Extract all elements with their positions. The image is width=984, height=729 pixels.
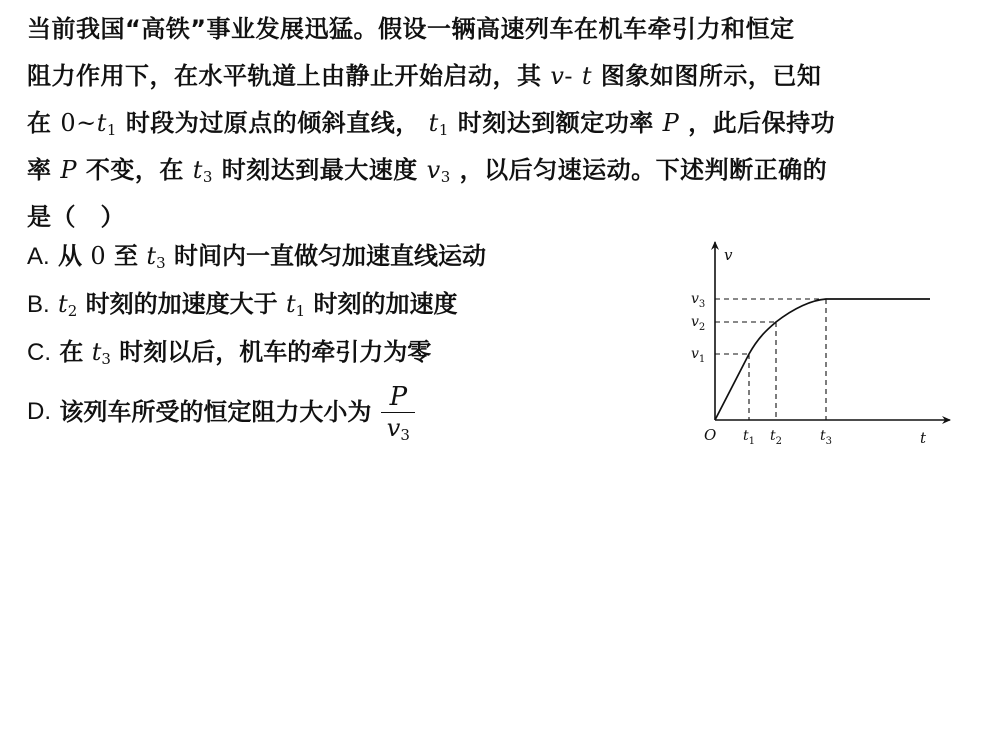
question-text: ，以后匀速运动。下述判断正确的: [459, 156, 828, 184]
question-text: 阻力作用下，在水平轨道上由静止开始启动，其: [27, 62, 542, 90]
y-axis-label: v: [724, 246, 733, 264]
math-zero: 0: [90, 242, 106, 270]
question-stem: [27, 6, 963, 241]
math-subscript: 3: [202, 168, 213, 186]
fraction-denominator: [387, 413, 410, 443]
question-line-4: [27, 147, 963, 194]
math-P: P: [60, 156, 78, 184]
math-t: t: [91, 338, 102, 366]
math-subscript: 3: [156, 254, 166, 272]
question-text: 时段为过原点的倾斜直线，: [125, 109, 420, 137]
math-t: t: [581, 62, 593, 90]
math-v: v: [426, 156, 441, 184]
option-text: 该列车所受的恒定阻力大小为: [59, 398, 372, 426]
question-text: 在: [27, 109, 52, 137]
math-v: v: [386, 413, 401, 442]
question-text: 当前我国“高铁”事业发展迅猛。假设一辆高速列车在机车牵引力和恒定: [27, 15, 795, 43]
question-text: ，此后保持功: [688, 109, 836, 137]
fraction-numerator: P: [389, 381, 408, 412]
question-text: 率: [27, 156, 52, 184]
math-zero: 0: [60, 109, 77, 137]
math-subscript: 1: [438, 121, 449, 139]
option-text: 至: [114, 242, 139, 270]
option-letter: A.: [27, 243, 50, 270]
math-subscript: 2: [67, 302, 78, 320]
math-subscript: 3: [440, 168, 451, 186]
answer-options: [27, 232, 486, 448]
x-axis-label: t: [920, 429, 927, 447]
option-text: 时间内一直做匀加速直线运动: [173, 242, 486, 270]
math-tilde: ~: [76, 109, 97, 137]
fraction-p-over-v3: [381, 382, 415, 443]
y-tick-v3: $v_3$: [691, 291, 706, 310]
question-line-3: [27, 100, 963, 147]
option-text: 从: [58, 242, 83, 270]
math-t: t: [428, 109, 439, 137]
question-line-1: [27, 6, 963, 53]
math-subscript: 3: [101, 350, 111, 368]
velocity-curve: [715, 299, 930, 420]
option-letter: C.: [27, 339, 51, 366]
option-text: 时刻以后，机车的牵引力为零: [119, 338, 432, 366]
math-t: t: [285, 290, 296, 318]
math-t: t: [146, 242, 157, 270]
math-t: t: [192, 156, 203, 184]
option-a[interactable]: [27, 232, 486, 280]
math-t: t: [58, 290, 68, 318]
question-text: 时刻达到最大速度: [221, 156, 418, 184]
question-line-2: [27, 53, 963, 100]
dashed-guides: [715, 299, 826, 420]
math-t: t: [96, 109, 107, 137]
origin-label: O: [704, 426, 717, 444]
question-text: 图象如图所示，已知: [600, 62, 822, 90]
x-tick-t1: $t_1$: [743, 428, 756, 447]
x-tick-t3: $t_3$: [820, 428, 833, 447]
question-text: 时刻达到额定功率: [457, 109, 654, 137]
math-v: v: [550, 62, 565, 90]
y-tick-v2: $v_2$: [691, 314, 706, 333]
option-text: 时刻的加速度大于: [85, 290, 278, 318]
vt-graph: [684, 236, 964, 456]
question-text: 不变，在: [85, 156, 184, 184]
option-letter: B.: [27, 291, 50, 318]
option-b[interactable]: [27, 280, 486, 328]
math-subscript: 1: [106, 121, 117, 139]
math-dash: -: [564, 62, 574, 90]
option-text: 在: [59, 338, 84, 366]
option-letter: D.: [27, 398, 51, 425]
math-subscript: 1: [295, 302, 306, 320]
option-text: 时刻的加速度: [313, 290, 458, 318]
x-tick-t2: $t_2$: [770, 428, 783, 447]
option-c[interactable]: [27, 328, 486, 376]
math-subscript: 3: [400, 425, 410, 444]
y-tick-v1: $v_1$: [691, 346, 706, 365]
question-text: 是（ ）: [27, 203, 125, 231]
math-P: P: [662, 109, 680, 137]
option-d[interactable]: [27, 376, 486, 448]
